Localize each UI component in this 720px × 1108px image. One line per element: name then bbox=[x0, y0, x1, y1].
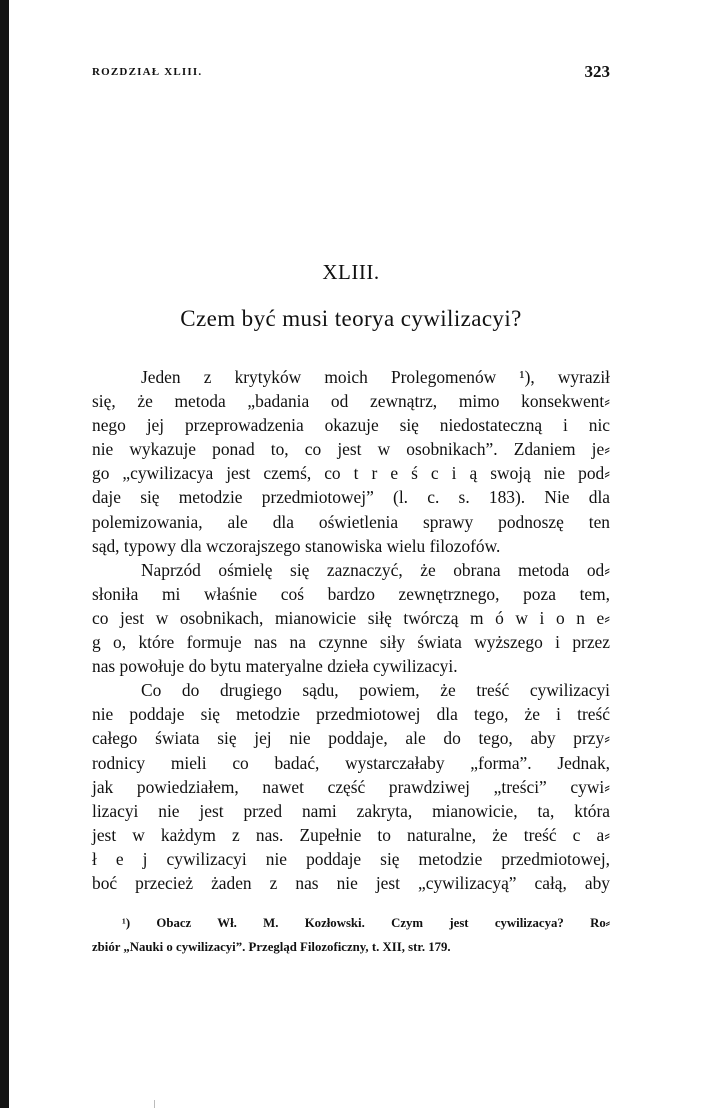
page-number: 323 bbox=[584, 62, 610, 81]
text-line: nas powołuje do bytu materyalne dzieła cywilizacyi. bbox=[92, 656, 458, 677]
chapter-title: Czem być musi teorya cywilizacyi? bbox=[180, 306, 522, 331]
footnote-line: zbiór „Nauki o cywilizacyi”. Przegląd Filozoficzny, t. XII, str. 179. bbox=[92, 940, 451, 954]
text-line: sąd, typowy dla wczorajszego stanowiska wielu filozofów. bbox=[92, 535, 501, 556]
body-text bbox=[92, 365, 610, 895]
text-line: nie poddaje się metodzie przedmiotowej dla tego, że i treść bbox=[92, 704, 610, 725]
text-line: daje się metodzie przedmiotowej” (l. c. s. 183). Nie dla bbox=[92, 487, 610, 508]
running-head: ROZDZIAŁ XLIII. bbox=[92, 66, 203, 78]
page-spine-shadow bbox=[0, 0, 9, 1108]
text-line: boć przecież żaden z nas nie jest „cywilizacyą” całą, aby bbox=[92, 872, 610, 893]
text-line: ł e j cywilizacyi nie poddaje się metodzie przedmiotowej, bbox=[92, 848, 610, 869]
margin-mark bbox=[154, 1100, 155, 1108]
text-line: lizacyi nie jest przed nami zakryta, mianowicie, ta, która bbox=[92, 800, 610, 821]
text-line: jest w każdym z nas. Zupełnie to naturalne, że treść c a⸗ bbox=[92, 824, 610, 845]
text-line: co jest w osobnikach, mianowicie siłę twórczą m ó w i o n e⸗ bbox=[92, 607, 610, 628]
footnotes bbox=[92, 911, 610, 959]
text-line: g o, które formuje nas na czynne siły świata wyższego i przez bbox=[92, 632, 610, 653]
text-line: całego świata się jej nie poddaje, ale do tego, aby przy⸗ bbox=[92, 728, 610, 749]
text-line: nie wykazuje ponad to, co jest w osobnikach”. Zdaniem je⸗ bbox=[92, 439, 610, 460]
text-line: polemizowania, ale dla oświetlenia sprawy podnoszę ten bbox=[92, 511, 610, 532]
text-line: Co do drugiego sądu, powiem, że treść cywilizacyi bbox=[141, 680, 610, 701]
text-line: Jeden z krytyków moich Prolegomenów ¹), wyraził bbox=[141, 367, 610, 387]
text-line: Naprzód ośmielę się zaznaczyć, że obrana metoda od⸗ bbox=[141, 559, 610, 580]
text-line: rodnicy mieli co badać, wystarczałaby „forma”. Jednak, bbox=[92, 752, 610, 773]
text-line: jak powiedziałem, nawet część prawdziwej „treści” cywi⸗ bbox=[92, 776, 610, 797]
chapter-number: XLIII. bbox=[322, 260, 380, 284]
footnote-line: ¹) Obacz Wł. M. Kozłowski. Czym jest cywilizacya? Ro⸗ bbox=[122, 916, 610, 930]
page-header bbox=[92, 62, 610, 86]
text-line: się, że metoda „badania od zewnątrz, mimo konsekwent⸗ bbox=[92, 391, 610, 412]
text-line: słoniła mi właśnie coś bardzo zewnętrznego, poza tem, bbox=[92, 583, 610, 604]
text-line: go „cywilizacya jest czemś, co t r e ś c i ą swoją nie pod⸗ bbox=[92, 463, 610, 484]
text-line: nego jej przeprowadzenia okazuje się niedostateczną i nic bbox=[92, 415, 610, 436]
